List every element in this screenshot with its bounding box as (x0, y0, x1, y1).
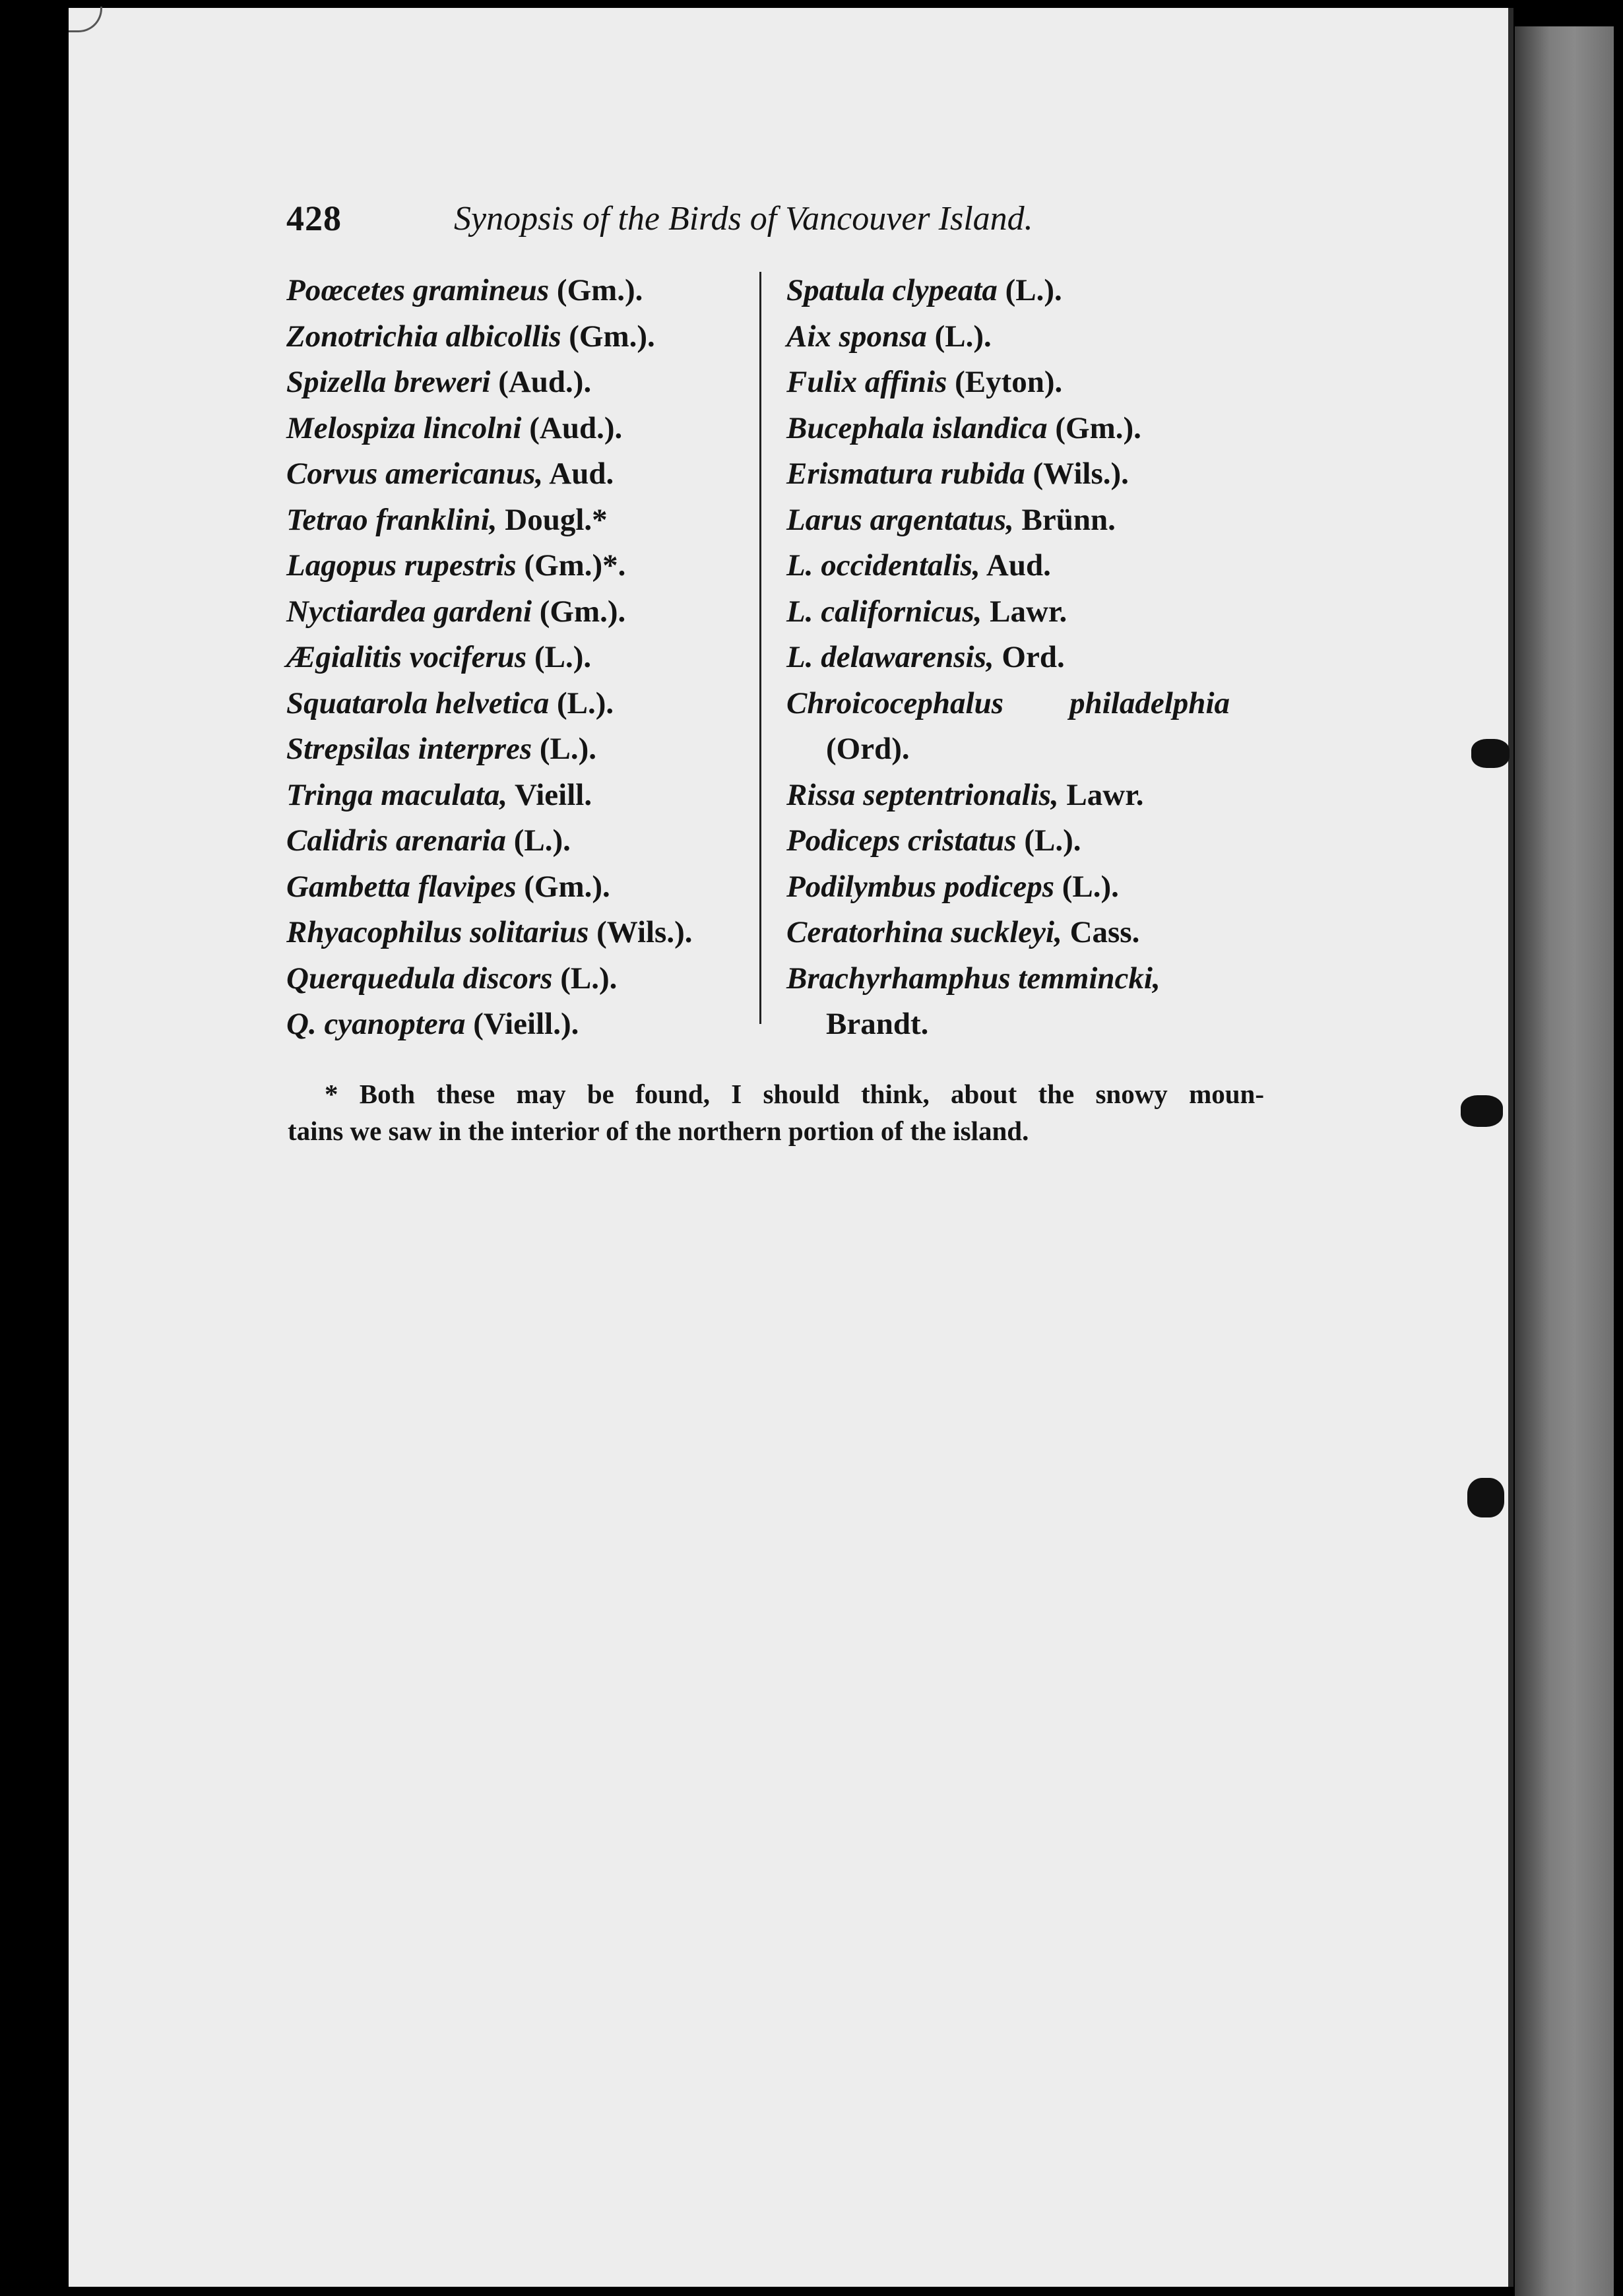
list-item: Tringa maculata, Vieill. (286, 777, 592, 812)
binding-thread (1467, 1478, 1504, 1517)
list-item: Corvus americanus, Aud. (286, 457, 614, 491)
list-item: Rissa septentrionalis, Lawr. (786, 777, 1144, 812)
page-header (286, 198, 1104, 244)
column-divider (759, 272, 761, 1024)
footnote-line: * Both these may be found, I should think, about the snowy moun- (325, 1079, 1264, 1109)
list-item: Querquedula discors (L.). (286, 961, 618, 996)
list-item: Spatula clypeata (L.). (786, 273, 1062, 307)
binding-thread (1471, 739, 1510, 768)
page-edge (1508, 8, 1513, 2287)
list-item: Spizella breweri (Aud.). (286, 365, 592, 399)
list-item: Strepsilas interpres (L.). (286, 732, 597, 766)
list-item: Calidris arenaria (L.). (286, 823, 571, 858)
list-item: Nyctiardea gardeni (Gm.). (286, 594, 626, 629)
list-item: Rhyacophilus solitarius (Wils.). (286, 915, 693, 949)
list-item: Fulix affinis (Eyton). (786, 365, 1063, 399)
list-item: Poœcetes gramineus (Gm.). (286, 273, 643, 307)
list-item: Squatarola helvetica (L.). (286, 686, 614, 720)
list-item: Zonotrichia albicollis (Gm.). (286, 319, 655, 354)
list-item: Podilymbus podiceps (L.). (786, 869, 1119, 904)
list-item: Gambetta flavipes (Gm.). (286, 869, 610, 904)
list-item: L. occidentalis, Aud. (786, 548, 1051, 583)
species-list-right (786, 268, 1248, 1048)
footnote-line: tains we saw in the interior of the northern portion of the island. (288, 1116, 1029, 1146)
list-item: Chroicocephalus philadelphia (786, 686, 1230, 720)
list-item-continuation: (Ord). (826, 732, 910, 766)
list-item: Podiceps cristatus (L.). (786, 823, 1081, 858)
list-item: Tetrao franklini, Dougl.* (286, 502, 608, 537)
page-number: 428 (286, 199, 342, 238)
list-item: Aix sponsa (L.). (786, 319, 992, 354)
footnote (288, 1075, 1264, 1149)
running-title: Synopsis of the Birds of Vancouver Island. (454, 200, 1033, 238)
binding-thread (1461, 1095, 1503, 1127)
list-item: Lagopus rupestris (Gm.)*. (286, 548, 626, 583)
list-item-continuation: Brandt. (826, 1007, 929, 1041)
book-spine (1515, 26, 1614, 2296)
list-item: Bucephala islandica (Gm.). (786, 410, 1141, 445)
list-item: Brachyrhamphus temmincki, (786, 961, 1161, 996)
list-item: L. californicus, Lawr. (786, 594, 1067, 629)
list-item: Q. cyanoptera (Vieill.). (286, 1007, 579, 1041)
list-item: Melospiza lincolni (Aud.). (286, 410, 623, 445)
list-item: Erismatura rubida (Wils.). (786, 457, 1129, 491)
species-list-left (286, 268, 761, 1048)
list-item: Ceratorhina suckleyi, Cass. (786, 915, 1140, 949)
list-item: L. delawarensis, Ord. (786, 640, 1065, 674)
list-item: Ægialitis vociferus (L.). (286, 640, 592, 674)
list-item: Larus argentatus, Brünn. (786, 502, 1116, 537)
